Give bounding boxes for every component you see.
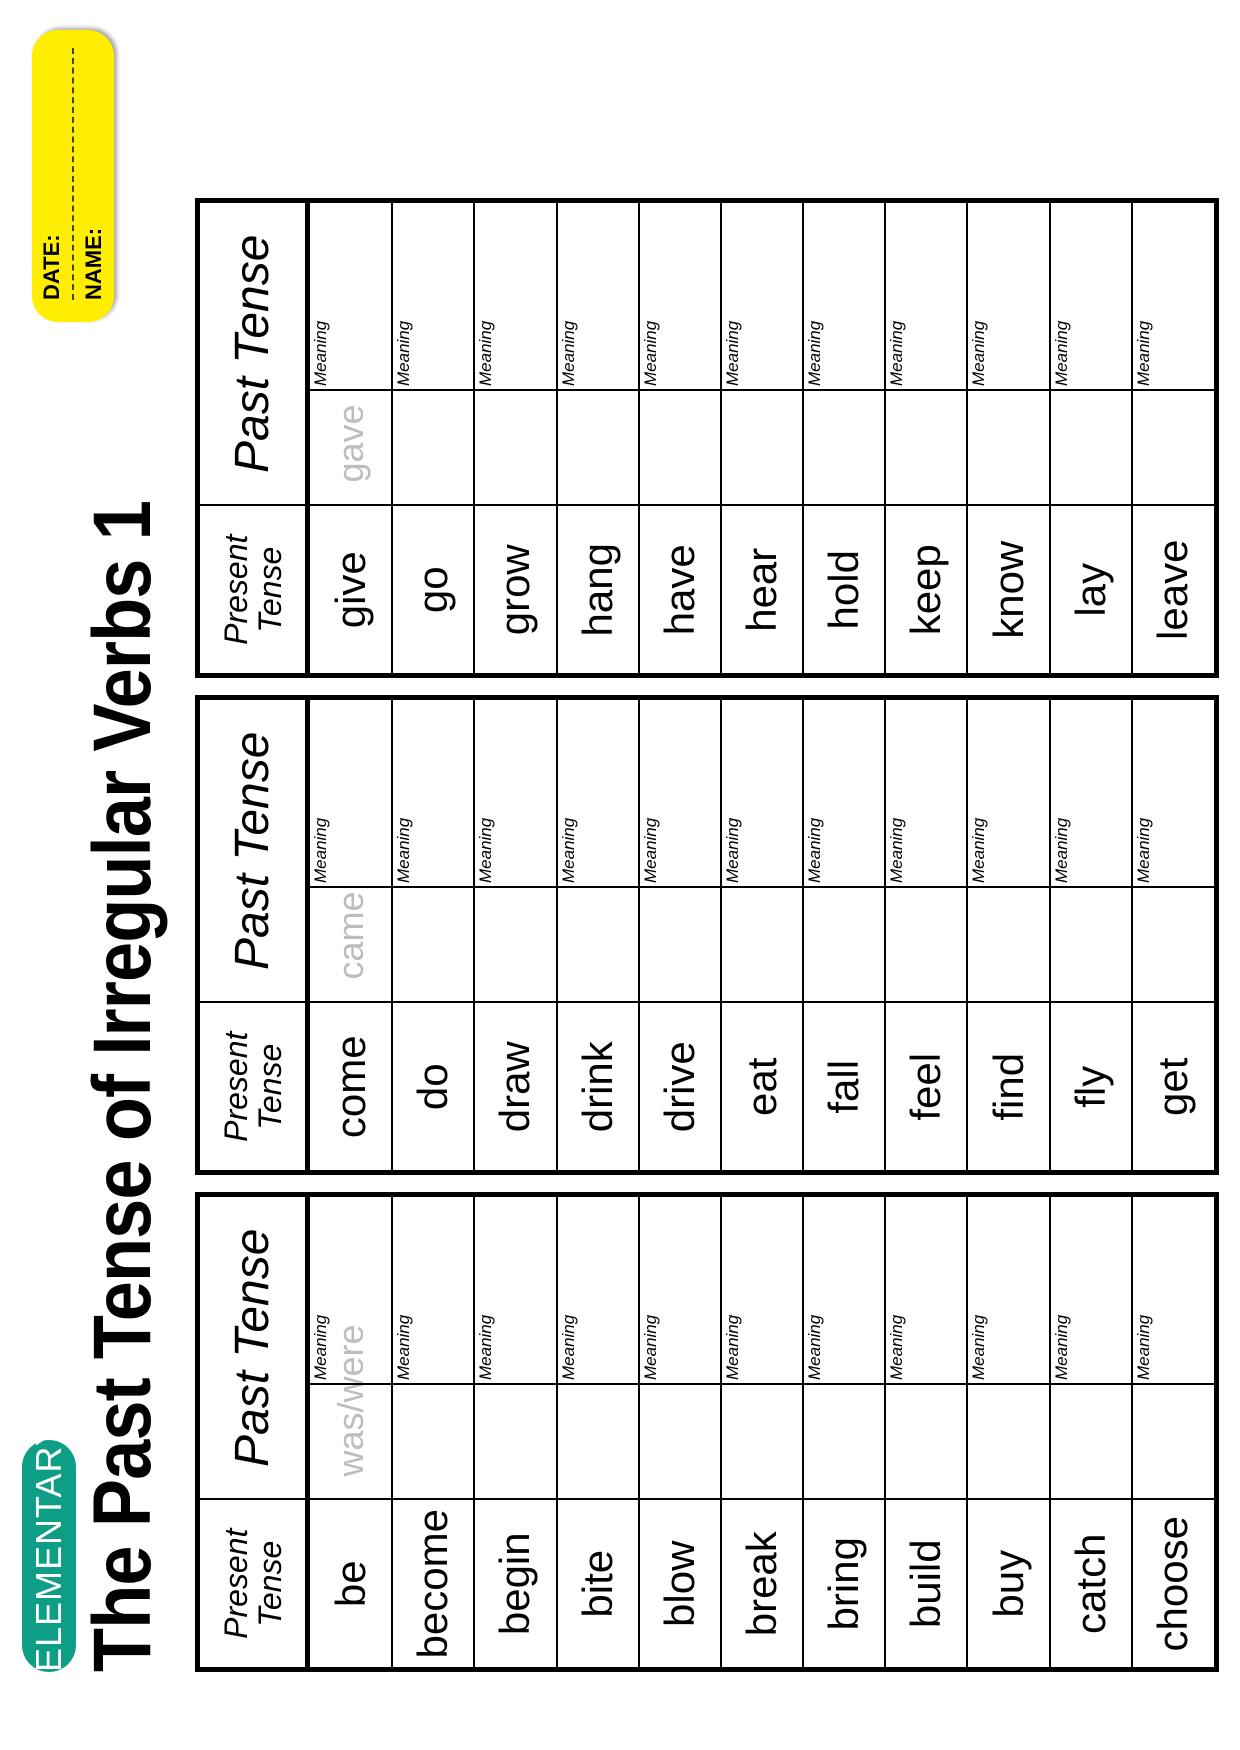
- present-verb: do: [392, 1003, 474, 1173]
- table-row: [557, 698, 639, 1173]
- meaning-cell[interactable]: [310, 700, 391, 888]
- past-tense-answer-cell[interactable]: [803, 201, 885, 506]
- meaning-label: Meaning: [1051, 1314, 1071, 1380]
- past-tense-answer-cell[interactable]: [557, 201, 639, 506]
- present-tense-header: [198, 506, 308, 676]
- past-tense-answer-cell[interactable]: [1132, 698, 1217, 1003]
- past-tense-header: Past Tense: [198, 1195, 308, 1500]
- present-verb: feel: [885, 1003, 967, 1173]
- name-label: NAME:: [81, 227, 106, 300]
- meaning-cell[interactable]: [475, 203, 555, 391]
- past-tense-answer-cell[interactable]: [1050, 201, 1132, 506]
- table-row: [639, 1195, 721, 1670]
- past-tense-answer-cell[interactable]: [308, 698, 393, 1003]
- table-row: [474, 698, 556, 1173]
- page-title: The Past Tense of Irregular Verbs 1: [77, 501, 168, 1672]
- meaning-cell[interactable]: [1051, 1197, 1131, 1385]
- meaning-cell[interactable]: [640, 700, 720, 888]
- meaning-label: Meaning: [558, 817, 578, 883]
- level-badge: ELEMENTARY: [22, 1440, 76, 1672]
- table-row: [308, 698, 393, 1173]
- present-verb: fall: [803, 1003, 885, 1173]
- meaning-label: Meaning: [887, 817, 907, 883]
- meaning-cell[interactable]: [1051, 203, 1131, 391]
- meaning-label: Meaning: [476, 817, 496, 883]
- verb-table-2: [195, 695, 1219, 1175]
- table-row: [1050, 698, 1132, 1173]
- meaning-label: Meaning: [640, 320, 660, 386]
- meaning-label: Meaning: [640, 817, 660, 883]
- present-header-line2: Tense: [251, 1540, 288, 1627]
- present-verb: know: [967, 506, 1049, 676]
- meaning-cell[interactable]: [886, 700, 966, 888]
- meaning-label: Meaning: [311, 1314, 330, 1380]
- meaning-label: Meaning: [640, 1314, 660, 1380]
- past-tense-answer-cell[interactable]: [885, 201, 967, 506]
- meaning-cell[interactable]: [886, 1197, 966, 1385]
- present-header-line1: Present: [217, 534, 254, 645]
- table-row: [885, 698, 967, 1173]
- meaning-cell[interactable]: [475, 1197, 555, 1385]
- past-tense-example: gave: [329, 404, 371, 483]
- present-header-line2: Tense: [251, 1043, 288, 1130]
- meaning-cell[interactable]: [393, 700, 473, 888]
- present-verb: drive: [639, 1003, 721, 1173]
- past-tense-answer-cell[interactable]: [474, 201, 556, 506]
- present-verb: choose: [1132, 1500, 1217, 1670]
- meaning-label: Meaning: [1133, 817, 1153, 883]
- present-verb: fly: [1050, 1003, 1132, 1173]
- meaning-cell[interactable]: [310, 203, 391, 391]
- present-verb: grow: [474, 506, 556, 676]
- present-verb: blow: [639, 1500, 721, 1670]
- table-row: [639, 698, 721, 1173]
- meaning-cell[interactable]: [722, 203, 802, 391]
- past-tense-answer-cell[interactable]: [1050, 1195, 1132, 1500]
- table-row: [557, 1195, 639, 1670]
- present-verb: have: [639, 506, 721, 676]
- name-date-box: [32, 30, 114, 322]
- meaning-cell[interactable]: [1133, 700, 1214, 888]
- present-verb: come: [308, 1003, 393, 1173]
- table-row: [392, 201, 474, 676]
- past-tense-answer-cell[interactable]: [474, 698, 556, 1003]
- table-row: [474, 1195, 556, 1670]
- meaning-cell[interactable]: [804, 700, 884, 888]
- meaning-cell[interactable]: [640, 203, 720, 391]
- date-label: DATE:: [39, 234, 64, 300]
- past-tense-answer-cell[interactable]: [803, 1195, 885, 1500]
- present-verb: go: [392, 506, 474, 676]
- table-row: [308, 1195, 393, 1670]
- past-tense-answer-cell[interactable]: [392, 1195, 474, 1500]
- table-row: [885, 1195, 967, 1670]
- table-row: [721, 1195, 803, 1670]
- present-verb: find: [967, 1003, 1049, 1173]
- present-verb: buy: [967, 1500, 1049, 1670]
- past-tense-answer-cell[interactable]: [803, 698, 885, 1003]
- meaning-cell[interactable]: [886, 203, 966, 391]
- present-verb: bite: [557, 1500, 639, 1670]
- present-verb: drink: [557, 1003, 639, 1173]
- meaning-cell[interactable]: [558, 1197, 638, 1385]
- past-tense-answer-cell[interactable]: [392, 201, 474, 506]
- meaning-cell[interactable]: [558, 700, 638, 888]
- past-tense-example: came: [329, 891, 371, 980]
- present-header-line2: Tense: [251, 546, 288, 633]
- meaning-label: Meaning: [969, 320, 989, 386]
- past-tense-answer-cell[interactable]: [885, 1195, 967, 1500]
- past-tense-answer-cell[interactable]: [721, 201, 803, 506]
- present-verb: lay: [1050, 506, 1132, 676]
- table-row: [803, 1195, 885, 1670]
- past-tense-answer-cell[interactable]: [557, 698, 639, 1003]
- table-row: [1050, 201, 1132, 676]
- past-tense-header: Past Tense: [198, 698, 308, 1003]
- past-tense-answer-cell[interactable]: [474, 1195, 556, 1500]
- past-tense-answer-cell[interactable]: [721, 1195, 803, 1500]
- table-row: [967, 1195, 1049, 1670]
- table-row: [885, 201, 967, 676]
- present-tense-header: [198, 1500, 308, 1670]
- past-tense-answer-cell[interactable]: [639, 1195, 721, 1500]
- table-row: [967, 201, 1049, 676]
- meaning-cell[interactable]: [393, 203, 473, 391]
- meaning-label: Meaning: [394, 817, 414, 883]
- meaning-cell[interactable]: [1133, 203, 1214, 391]
- meaning-label: Meaning: [805, 1314, 825, 1380]
- table-row: [967, 698, 1049, 1173]
- present-verb: catch: [1050, 1500, 1132, 1670]
- present-verb: hang: [557, 506, 639, 676]
- meaning-cell[interactable]: [1051, 700, 1131, 888]
- meaning-label: Meaning: [1051, 320, 1071, 386]
- meaning-label: Meaning: [558, 1314, 578, 1380]
- meaning-cell[interactable]: [804, 1197, 884, 1385]
- meaning-label: Meaning: [394, 1314, 414, 1380]
- table-row: [392, 698, 474, 1173]
- table-row: [474, 201, 556, 676]
- table-row: [721, 201, 803, 676]
- meaning-label: Meaning: [969, 1314, 989, 1380]
- present-header-line1: Present: [217, 1031, 254, 1142]
- past-tense-answer-cell[interactable]: [721, 698, 803, 1003]
- meaning-label: Meaning: [722, 1314, 742, 1380]
- past-tense-answer-cell[interactable]: [308, 1195, 393, 1500]
- present-verb: give: [308, 506, 393, 676]
- present-verb: keep: [885, 506, 967, 676]
- present-tense-header: [198, 1003, 308, 1173]
- meaning-cell[interactable]: [968, 203, 1048, 391]
- meaning-label: Meaning: [311, 320, 330, 386]
- present-verb: hold: [803, 506, 885, 676]
- verb-table-3: [195, 198, 1219, 678]
- past-tense-answer-cell[interactable]: [1132, 1195, 1217, 1500]
- table-row: [639, 201, 721, 676]
- meaning-label: Meaning: [1133, 320, 1153, 386]
- present-verb: build: [885, 1500, 967, 1670]
- present-verb: begin: [474, 1500, 556, 1670]
- name-line[interactable]: [74, 48, 114, 300]
- present-verb: bring: [803, 1500, 885, 1670]
- present-header-line1: Present: [217, 1528, 254, 1639]
- past-tense-answer-cell[interactable]: [967, 201, 1049, 506]
- meaning-label: Meaning: [1133, 1314, 1153, 1380]
- meaning-cell[interactable]: [310, 1197, 391, 1385]
- present-verb: hear: [721, 506, 803, 676]
- present-verb: draw: [474, 1003, 556, 1173]
- meaning-label: Meaning: [476, 1314, 496, 1380]
- past-tense-header: Past Tense: [198, 201, 308, 506]
- meaning-label: Meaning: [311, 817, 330, 883]
- table-row: [308, 201, 393, 676]
- past-tense-answer-cell[interactable]: [967, 698, 1049, 1003]
- past-tense-answer-cell[interactable]: [639, 698, 721, 1003]
- meaning-label: Meaning: [394, 320, 414, 386]
- present-verb: eat: [721, 1003, 803, 1173]
- table-row: [1050, 1195, 1132, 1670]
- date-line[interactable]: [32, 48, 74, 300]
- past-tense-answer-cell[interactable]: [885, 698, 967, 1003]
- present-verb: get: [1132, 1003, 1217, 1173]
- meaning-cell[interactable]: [1133, 1197, 1214, 1385]
- meaning-cell[interactable]: [968, 700, 1048, 888]
- past-tense-answer-cell[interactable]: [639, 201, 721, 506]
- table-row: [1132, 1195, 1217, 1670]
- meaning-label: Meaning: [805, 817, 825, 883]
- meaning-label: Meaning: [805, 320, 825, 386]
- table-row: [557, 201, 639, 676]
- present-verb: break: [721, 1500, 803, 1670]
- meaning-cell[interactable]: [475, 700, 555, 888]
- meaning-cell[interactable]: [640, 1197, 720, 1385]
- meaning-label: Meaning: [558, 320, 578, 386]
- verb-table-1: [195, 1192, 1219, 1672]
- meaning-cell[interactable]: [804, 203, 884, 391]
- meaning-label: Meaning: [969, 817, 989, 883]
- past-tense-example: was/were: [329, 1324, 371, 1477]
- past-tense-answer-cell[interactable]: [1050, 698, 1132, 1003]
- past-tense-answer-cell[interactable]: [967, 1195, 1049, 1500]
- meaning-label: Meaning: [476, 320, 496, 386]
- meaning-label: Meaning: [722, 320, 742, 386]
- table-row: [721, 698, 803, 1173]
- meaning-label: Meaning: [887, 320, 907, 386]
- present-verb: be: [308, 1500, 393, 1670]
- table-row: [1132, 201, 1217, 676]
- table-row: [803, 698, 885, 1173]
- meaning-cell[interactable]: [558, 203, 638, 391]
- table-row: [392, 1195, 474, 1670]
- meaning-cell[interactable]: [722, 700, 802, 888]
- present-verb: leave: [1132, 506, 1217, 676]
- past-tense-answer-cell[interactable]: [557, 1195, 639, 1500]
- present-verb: become: [392, 1500, 474, 1670]
- table-row: [803, 201, 885, 676]
- meaning-cell[interactable]: [722, 1197, 802, 1385]
- meaning-label: Meaning: [1051, 817, 1071, 883]
- past-tense-answer-cell[interactable]: [1132, 201, 1217, 506]
- meaning-label: Meaning: [887, 1314, 907, 1380]
- meaning-cell[interactable]: [968, 1197, 1048, 1385]
- past-tense-answer-cell[interactable]: [308, 201, 393, 506]
- meaning-label: Meaning: [722, 817, 742, 883]
- past-tense-answer-cell[interactable]: [392, 698, 474, 1003]
- table-row: [1132, 698, 1217, 1173]
- meaning-cell[interactable]: [393, 1197, 473, 1385]
